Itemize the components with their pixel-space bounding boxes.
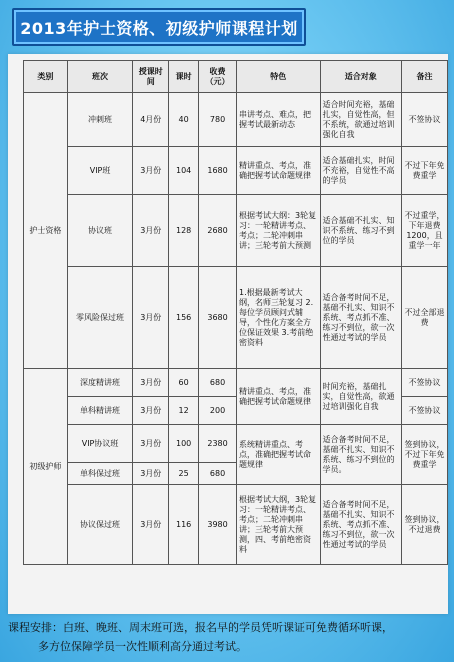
class-feature: 系统精讲重点、考点，准确把握考试命题规律 bbox=[237, 425, 321, 485]
class-hours: 128 bbox=[169, 195, 199, 267]
category-junior-nurse: 初级护师 bbox=[24, 369, 68, 565]
class-time: 3月份 bbox=[133, 267, 169, 369]
class-note: 签到协议，不过下年免费重学 bbox=[402, 425, 448, 485]
category-nurse-qualification: 护士资格 bbox=[24, 93, 68, 369]
course-plan-table bbox=[23, 60, 448, 565]
page-title: 2013年护士资格、初级护师课程计划 bbox=[20, 18, 298, 38]
class-audience: 适合备考时间不足，基础不扎实、知识不系统、考点抓不准、练习不到位，欲一次性通过考试的学员 bbox=[320, 485, 402, 565]
table-row bbox=[24, 485, 448, 565]
class-feature: 精讲重点、考点，准确把握考试命题规律 bbox=[237, 369, 321, 425]
class-name: 冲刺班 bbox=[67, 93, 133, 147]
class-note: 不过重学，下年退费1200，且重学一年 bbox=[402, 195, 448, 267]
class-fee: 680 bbox=[199, 463, 237, 485]
class-name: 零风险保过班 bbox=[67, 267, 133, 369]
class-note: 不签协议 bbox=[402, 369, 448, 397]
class-audience: 时间充裕，基础扎实，自觉性高，欲通过培训强化自我 bbox=[320, 369, 402, 425]
header-audience: 适合对象 bbox=[320, 61, 402, 93]
class-time: 3月份 bbox=[133, 147, 169, 195]
class-time: 4月份 bbox=[133, 93, 169, 147]
class-note: 不过全部退费 bbox=[402, 267, 448, 369]
table-row bbox=[24, 195, 448, 267]
table-header-row bbox=[24, 61, 448, 93]
class-audience: 适合基础不扎实、知识不系统、练习不到位的学员 bbox=[320, 195, 402, 267]
table-row bbox=[24, 93, 448, 147]
class-hours: 60 bbox=[169, 369, 199, 397]
header-hours: 课时 bbox=[169, 61, 199, 93]
class-time: 3月份 bbox=[133, 369, 169, 397]
class-audience: 适合时间充裕，基础扎实，自觉性高，但不系统，欲通过培训强化自我 bbox=[320, 93, 402, 147]
class-name: 协议保过班 bbox=[67, 485, 133, 565]
footer-line-1: 课程安排：白班、晚班、周末班可选，报名早的学员凭听课证可免费循环听课， bbox=[8, 621, 393, 634]
class-fee: 680 bbox=[199, 369, 237, 397]
header-category: 类别 bbox=[24, 61, 68, 93]
class-hours: 40 bbox=[169, 93, 199, 147]
class-name: VIP协议班 bbox=[67, 425, 133, 463]
table-row bbox=[24, 425, 448, 463]
footer-line-2: 多方位保障学员一次性顺利高分通过考试。 bbox=[38, 640, 247, 653]
class-fee: 780 bbox=[199, 93, 237, 147]
class-audience: 适合基础扎实，时间不充裕，自觉性不高的学员 bbox=[320, 147, 402, 195]
class-hours: 12 bbox=[169, 397, 199, 425]
class-audience: 适合备考时间不足，基础不扎实、知识不系统、考点抓不准、练习不到位，欲一次性通过考试的学员 bbox=[320, 267, 402, 369]
class-note: 不签协议 bbox=[402, 93, 448, 147]
class-feature: 精讲重点、考点，准确把握考试命题规律 bbox=[237, 147, 321, 195]
class-name: 协议班 bbox=[67, 195, 133, 267]
class-feature: 串讲考点、难点，把握考试最新动态 bbox=[237, 93, 321, 147]
class-hours: 104 bbox=[169, 147, 199, 195]
class-hours: 156 bbox=[169, 267, 199, 369]
class-time: 3月份 bbox=[133, 485, 169, 565]
class-time: 3月份 bbox=[133, 195, 169, 267]
class-note: 不签协议 bbox=[402, 397, 448, 425]
class-feature: 根据考试大纲，3轮复习：一轮精讲考点、考点；二轮冲刺串讲；三轮考前大预测，四、考前绝密资料 bbox=[237, 485, 321, 565]
header-class: 班次 bbox=[67, 61, 133, 93]
title-banner bbox=[12, 8, 306, 46]
class-hours: 116 bbox=[169, 485, 199, 565]
class-name: 单科保过班 bbox=[67, 463, 133, 485]
header-feature: 特色 bbox=[237, 61, 321, 93]
class-time: 3月份 bbox=[133, 463, 169, 485]
class-name: 深度精讲班 bbox=[67, 369, 133, 397]
class-time: 3月份 bbox=[133, 397, 169, 425]
class-name: VIP班 bbox=[67, 147, 133, 195]
course-plan-sheet bbox=[8, 54, 448, 614]
table-row bbox=[24, 267, 448, 369]
header-fee: 收费（元） bbox=[199, 61, 237, 93]
schedule-footer bbox=[8, 618, 448, 656]
header-note: 备注 bbox=[402, 61, 448, 93]
class-hours: 100 bbox=[169, 425, 199, 463]
class-feature: 根据考试大纲：3轮复习：一轮精讲考点、考点；二轮冲刺串讲；三轮考前大预测 bbox=[237, 195, 321, 267]
class-fee: 3680 bbox=[199, 267, 237, 369]
class-fee: 2680 bbox=[199, 195, 237, 267]
class-name: 单科精讲班 bbox=[67, 397, 133, 425]
class-note: 签到协议，不过退费 bbox=[402, 485, 448, 565]
class-fee: 3980 bbox=[199, 485, 237, 565]
table-row bbox=[24, 147, 448, 195]
class-fee: 1680 bbox=[199, 147, 237, 195]
class-note: 不过下年免费重学 bbox=[402, 147, 448, 195]
class-audience: 适合备考时间不足，基础不扎实、知识不系统、练习不到位的学员。 bbox=[320, 425, 402, 485]
class-hours: 25 bbox=[169, 463, 199, 485]
header-time: 授课时间 bbox=[133, 61, 169, 93]
class-feature: 1.根据最新考试大纲，名师三轮复习 2.每位学员顾问式辅导，个性化方案全方位保证效果 3.考前绝密资料 bbox=[237, 267, 321, 369]
table-row bbox=[24, 369, 448, 397]
class-fee: 200 bbox=[199, 397, 237, 425]
class-fee: 2380 bbox=[199, 425, 237, 463]
class-time: 3月份 bbox=[133, 425, 169, 463]
